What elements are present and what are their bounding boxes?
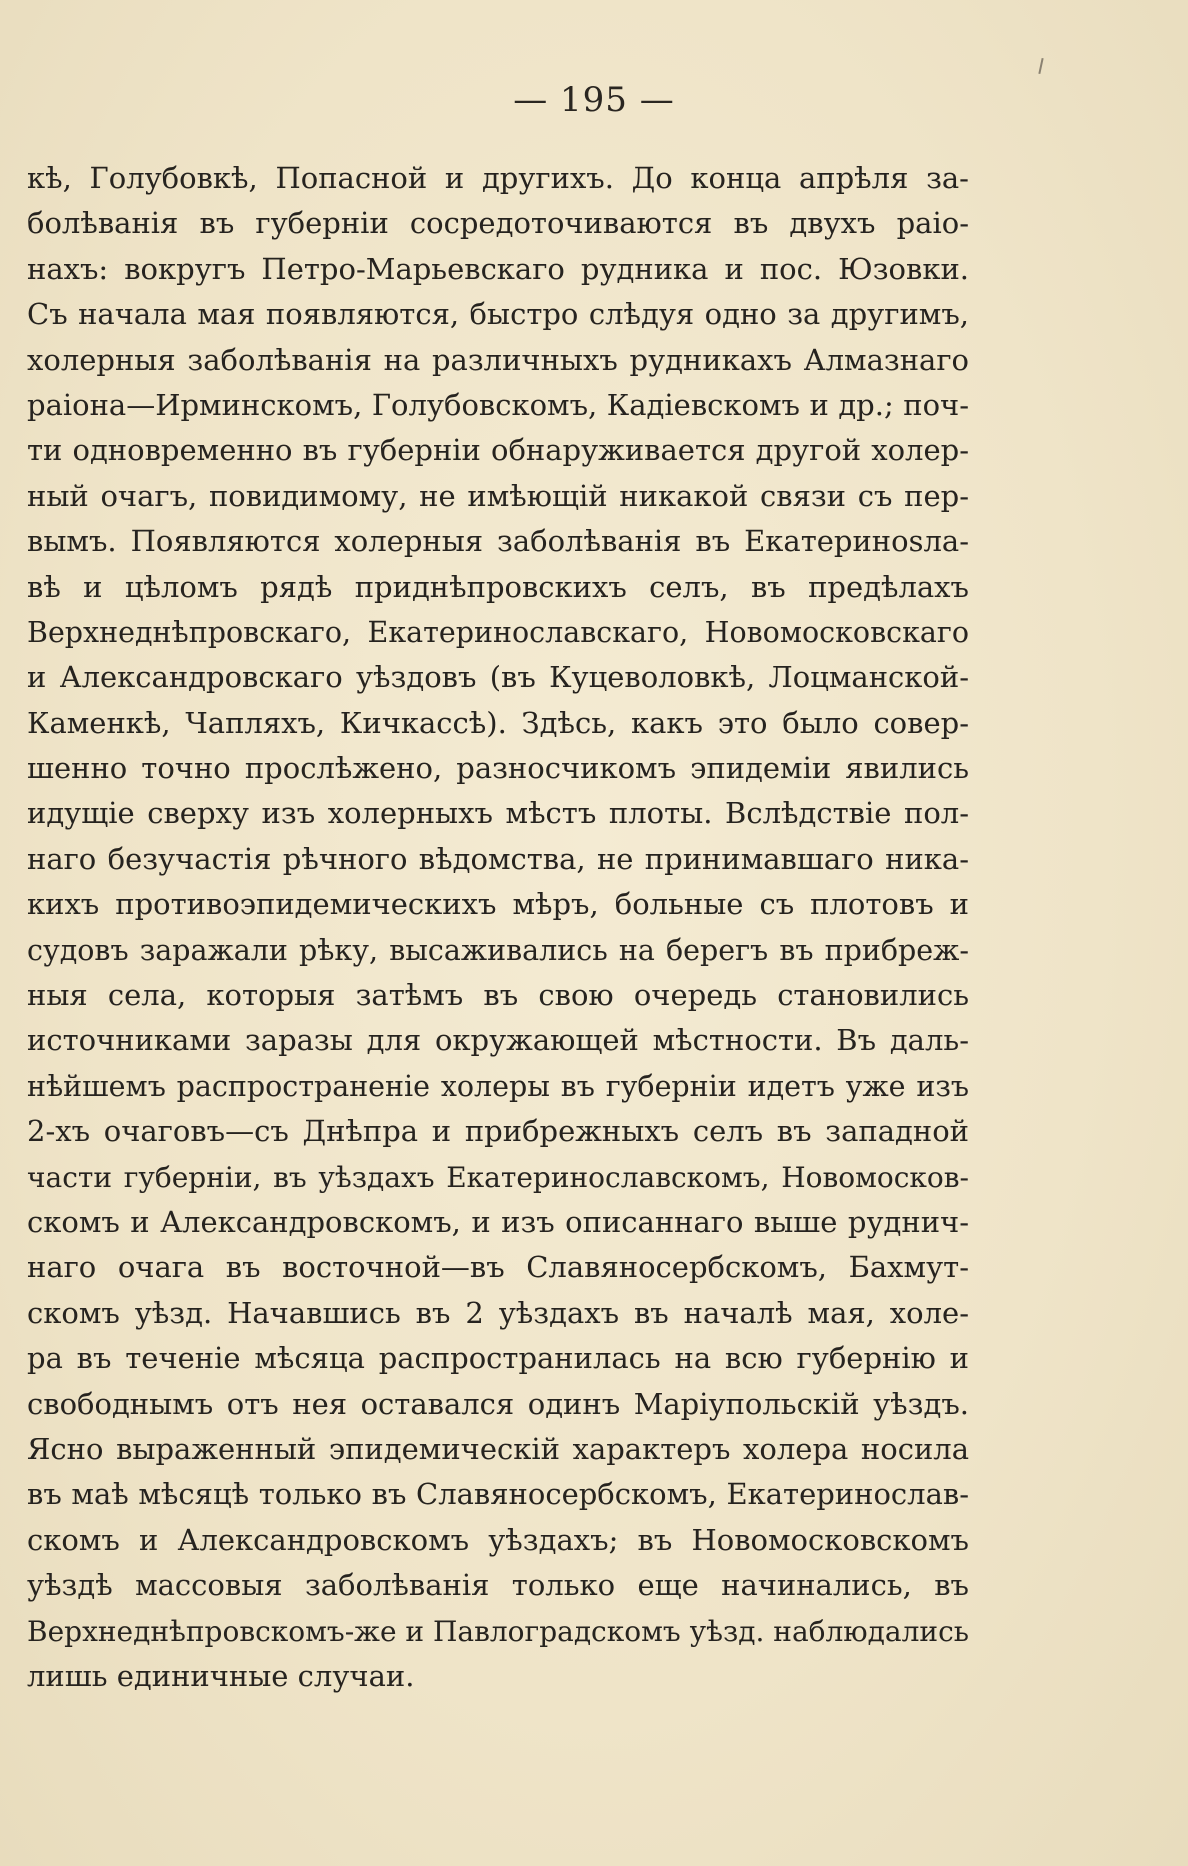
- text-line: раіона—Ирминскомъ, Голубовскомъ, Кадіевскомъ и др.; поч-: [27, 387, 969, 422]
- text-line: судовъ заражали рѣку, высаживались на берегъ въ прибреж-: [27, 933, 969, 967]
- text-line: холерныя заболѣванія на различныхъ рудникахъ Алмазнаго: [27, 342, 969, 377]
- text-line: шенно точно прослѣжено, разносчикомъ эпидеміи явились: [27, 751, 969, 786]
- text-line: ныя села, которыя затѣмъ въ свою очередь становились: [27, 978, 969, 1013]
- text-line: наго безучастія рѣчного вѣдомства, не принимавшаго ника-: [27, 841, 969, 876]
- text-line: Съ начала мая появляются, быстро слѣдуя одно за другимъ,: [27, 297, 969, 332]
- text-line: вымъ. Появляются холерныя заболѣванія въ Екатеринosла-: [27, 524, 969, 559]
- text-line: Верхнеднѣпровскаго, Екатеринославскаго, Новомосковскаго: [27, 615, 969, 649]
- text-line: нѣйшемъ распространеніе холеры въ губерніи идетъ уже изъ: [27, 1069, 969, 1103]
- text-line: уѣздѣ массовыя заболѣванія только еще начинались, въ: [27, 1568, 969, 1603]
- text-line: ра въ теченіе мѣсяца распространилась на всю губернію и: [27, 1341, 969, 1376]
- text-line: болѣванія въ губерніи сосредоточиваются въ двухъ раіо-: [27, 206, 969, 241]
- text-line: вѣ и цѣломъ рядѣ приднѣпровскихъ селъ, въ предѣлахъ: [27, 569, 969, 604]
- text-line: источниками заразы для окружающей мѣстности. Въ даль-: [27, 1023, 969, 1058]
- text-line: идущіе сверху изъ холерныхъ мѣстъ плоты. Вслѣдствіе пол-: [27, 796, 969, 831]
- text-line: кѣ, Голубовкѣ, Попасной и другихъ. До конца апрѣля за-: [27, 161, 969, 195]
- page-number: — 195 —: [513, 80, 675, 120]
- text-line: скомъ и Александровскомъ, и изъ описаннаго выше руднич-: [27, 1204, 969, 1239]
- text-line: въ маѣ мѣсяцѣ только въ Славяносербскомъ, Екатеринослав-: [27, 1477, 969, 1512]
- text-line: кихъ противоэпидемическихъ мѣръ, больные съ плотовъ и: [27, 887, 969, 922]
- text-line: части губерніи, въ уѣздахъ Екатеринославскомъ, Новомосков-: [27, 1160, 969, 1194]
- text-line: скомъ и Александровскомъ уѣздахъ; въ Новомосковскомъ: [27, 1522, 969, 1557]
- text-line: 2-хъ очаговъ—съ Днѣпра и прибрежныхъ селъ въ западной: [27, 1114, 969, 1149]
- text-line: ти одновременно въ губерніи обнаруживается другой холер-: [27, 433, 969, 468]
- text-line: ный очагъ, повидимому, не имѣющій никакой связи съ пер-: [27, 478, 969, 513]
- text-line: и Александровскаго уѣздовъ (въ Куцеволовкѣ, Лоцманской-: [27, 660, 969, 695]
- text-line: Ясно выраженный эпидемическій характеръ холера носила: [27, 1431, 969, 1466]
- body-text: [27, 156, 969, 1699]
- text-line: Каменкѣ, Чапляхъ, Кичкассѣ). Здѣсь, какъ это было совер-: [27, 705, 969, 740]
- text-line: Верхнеднѣпровскомъ-же и Павлоградскомъ уѣзд. наблюдались: [27, 1614, 969, 1648]
- text-line: лишь единичные случаи.: [27, 1658, 415, 1693]
- text-line: свободнымъ отъ нея оставался одинъ Маріупольскій уѣздъ.: [27, 1386, 969, 1421]
- text-line: нахъ: вокругъ Петро-Марьевскаго рудника и пос. Юзовки.: [27, 251, 969, 286]
- text-line: скомъ уѣзд. Начавшись въ 2 уѣздахъ въ началѣ мая, холе-: [27, 1295, 969, 1330]
- text-line: наго очага въ восточной—въ Славяносербскомъ, Бахмут-: [27, 1250, 969, 1285]
- margin-mark: [1038, 58, 1043, 74]
